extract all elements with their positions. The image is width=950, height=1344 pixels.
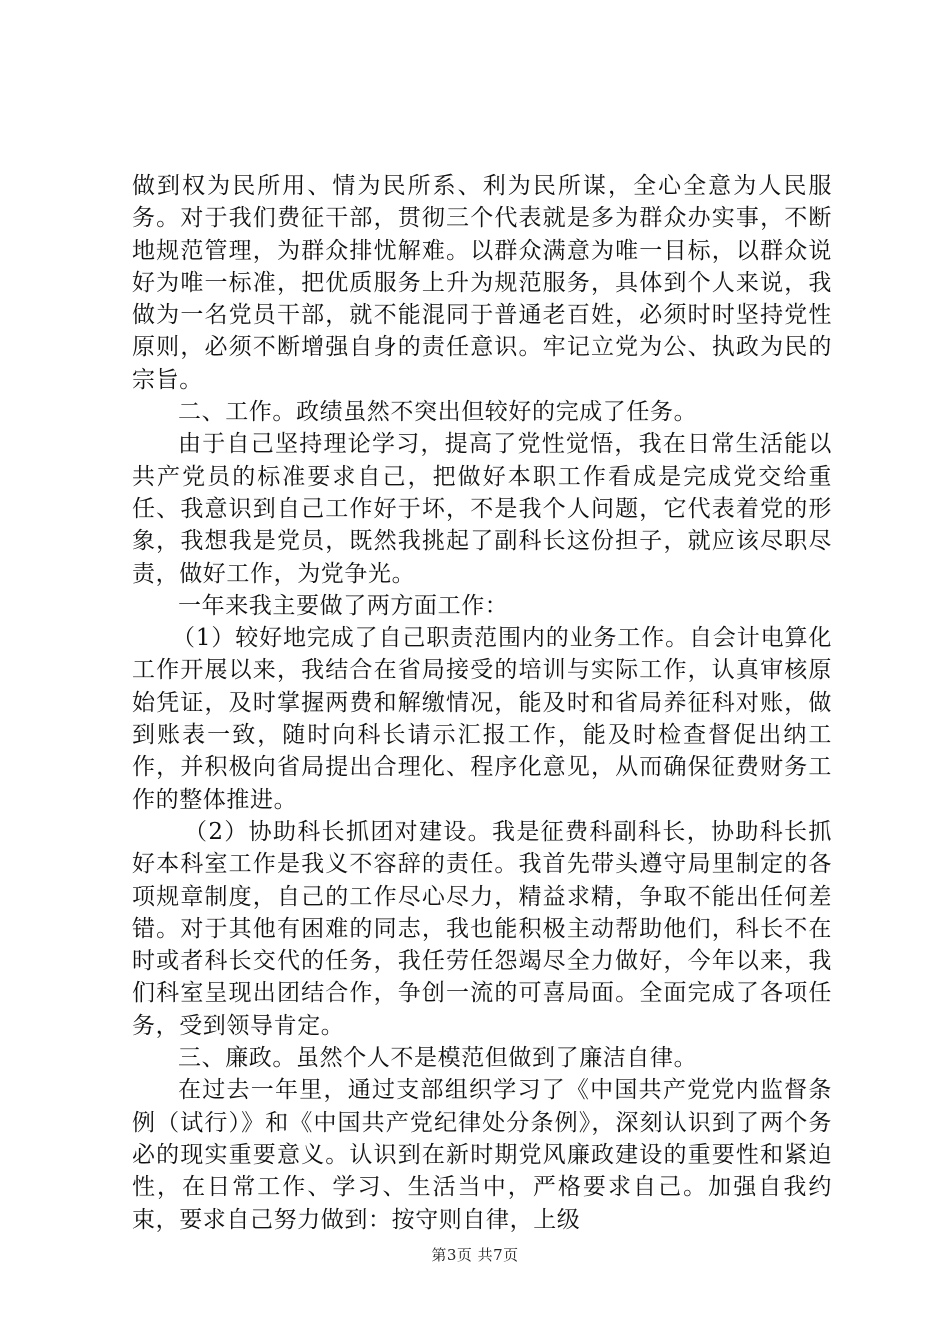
page-number-footer: 第3页 共7页: [431, 1246, 519, 1264]
document-body: [132, 170, 832, 1236]
paragraph-integrity: 在过去一年里，通过支部组织学习了《中国共产党党内监督条例（试行）》和《中国共产党纪律处分条例》，深刻认识到了两个务必的现实重要意义。认识到在新时期党风廉政建设的重要性和紧迫性，在日常工作、学习、生活当中，严格要求自己。加强自我约束，要求自己努力做到：按守则自律，上级: [132, 1077, 832, 1233]
paragraph-continuation: 做到权为民所用、情为民所系、利为民所谋，全心全意为人民服务。对于我们费征干部，贯彻三个代表就是多为群众办实事，不断地规范管理，为群众排忧解难。以群众满意为唯一目标，以群众说好为唯一标准，把优质服务上升为规范服务，具体到个人来说，我做为一名党员干部，就不能混同于普通老百姓，必须时时坚持党性原则，必须不断增强自身的责任意识。牢记立党为公、执政为民的宗旨。: [132, 173, 832, 393]
paragraph-item-2: （2）协助科长抓团对建设。我是征费科副科长，协助科长抓好本科室工作是我义不容辞的责任。我首先带头遵守局里制定的各项规章制度，自己的工作尽心尽力，精益求精，争取不能出任何差错。对于其他有困难的同志，我也能积极主动帮助他们，科长不在时或者科长交代的任务，我任劳任怨竭尽全力做好，今年以来，我们科室呈现出团结合作，争创一流的可喜局面。全面完成了各项任务，受到领导肯定。: [132, 818, 832, 1039]
section-heading-work: 二、工作。政绩虽然不突出但较好的完成了任务。: [178, 399, 698, 426]
paragraph-work-intro: 由于自己坚持理论学习，提高了党性觉悟，我在日常生活能以共产党员的标准要求自己，把做好本职工作看成是完成党交给重任、我意识到自己工作好于坏，不是我个人问题，它代表着党的形象，我想我是党员，既然我挑起了副科长这份担子，就应该尽职尽责，做好工作，为党争光。: [132, 431, 832, 587]
paragraph-two-aspects: 一年来我主要做了两方面工作：: [178, 592, 509, 619]
paragraph-item-1: （1）较好地完成了自己职责范围内的业务工作。自会计电算化工作开展以来，我结合在省局接受的培训与实际工作，认真审核原始凭证，及时掌握两费和解缴情况，能及时和省局养征科对账，做到账表一致，随时向科长请示汇报工作，能及时检查督促出纳工作，并积极向省局提出合理化、程序化意见，从而确保征费财务工作的整体推进。: [132, 625, 832, 813]
section-heading-integrity: 三、廉政。虽然个人不是模范但做到了廉洁自律。: [178, 1045, 698, 1072]
